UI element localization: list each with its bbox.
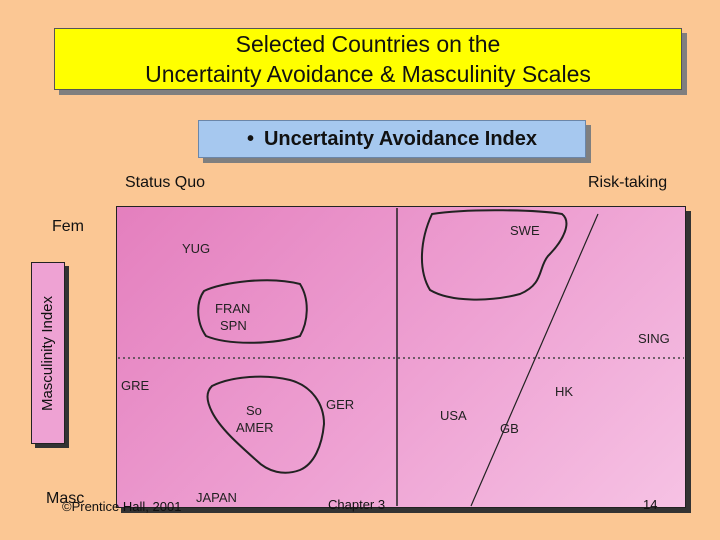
axis-label-status-quo: Status Quo <box>125 174 206 191</box>
country-label-swe: SWE <box>510 223 540 238</box>
country-label-so: So <box>246 403 262 418</box>
axis-label-masc: Masc <box>46 490 85 507</box>
country-label-gb: GB <box>500 421 519 436</box>
footer-copyright: ©Prentice Hall, 2001 <box>62 499 182 514</box>
axis-label-fem: Fem <box>52 218 84 235</box>
title-line-2: Uncertainty Avoidance & Masculinity Scales <box>145 61 591 87</box>
country-label-sing: SING <box>638 331 670 346</box>
footer-chapter: Chapter 3 <box>328 497 386 512</box>
title-line-1: Selected Countries on the <box>235 31 501 57</box>
country-label-gre: GRE <box>121 378 150 393</box>
country-label-yug: YUG <box>182 241 211 256</box>
axis-label-risk-taking: Risk-taking <box>588 174 668 191</box>
country-label-ger: GER <box>326 397 355 412</box>
diagonal-line <box>471 214 598 506</box>
country-label-usa: USA <box>440 408 467 423</box>
footer-page-number: 14 <box>643 497 658 512</box>
country-label-hk: HK <box>555 384 574 399</box>
vertical-axis-label: Masculinity Index <box>39 295 57 411</box>
country-label-amer: AMER <box>236 420 274 435</box>
country-label-japan: JAPAN <box>196 490 237 505</box>
bullet-icon: • <box>246 127 254 150</box>
cluster-outline-swe <box>422 210 566 299</box>
country-label-spn: SPN <box>220 318 247 333</box>
country-label-fran: FRAN <box>215 301 251 316</box>
subtitle-text: Uncertainty Avoidance Index <box>263 127 538 150</box>
